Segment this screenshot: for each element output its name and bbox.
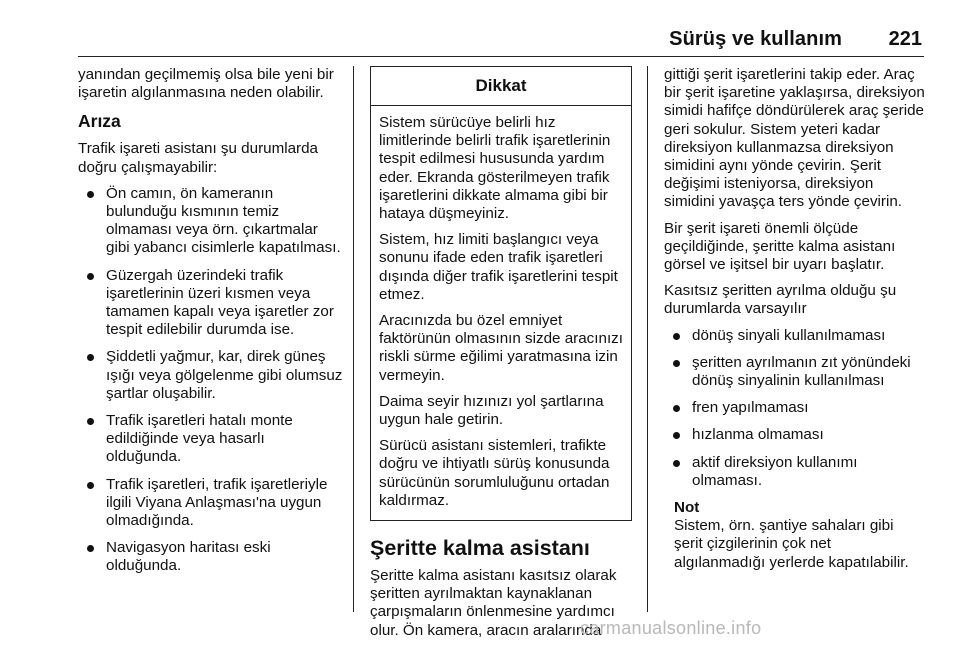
body-paragraph: gittiği şerit işaretlerini takip eder. Araç bir şerit işaretine yaklaşırsa, direksiyon simidi hafifçe döndürülerek araç şeride geri sokulur. Sistem yeteri kadar direksiyon kullanmazsa direksiyon simidini aynı yönde çevirin. Şerit değişimi isteniyorsa, direksiyon simidini yavaşça ters yönde çevirin. [664,66,925,211]
intro-paragraph: yanından geçilmemiş olsa bile yeni bir işaretin algılanmasına neden olabilir. [78,66,334,102]
warning-paragraph: Sürücü asistanı sistemleri, trafikte doğru ve ihtiyatlı sürüş konusunda sürücünün sorumluluğunu ortadan kaldırmaz. [379,437,610,509]
body-paragraph: Bir şerit işareti önemli ölçüde geçildiğinde, şeritte kalma asistanı görsel ve işitsel bir uyarı başlatır. [664,219,896,274]
bullet-icon [673,460,680,467]
page-title: Sürüş ve kullanım [669,28,842,50]
bullet-icon [673,333,680,340]
warning-paragraph: Sistem sürücüye belirli hız limitlerinde belirli trafik işaretlerinin tespit edilmesi hususunda yardım eder. Ekranda gösterilmeyen trafik işaretlerini dikkate almama gibi bir hataya düşmeyiniz. [379,114,611,223]
list-item: Güzergah üzerindeki trafik işaretlerinin üzeri kısmen veya tamamen kapalı veya işaretler zor tespit edilebilir durumda ise. [78,267,344,340]
watermark: carmanualsonline.info [580,618,762,638]
fault-list [78,185,344,576]
header-divider [78,56,924,57]
fault-lead: Trafik işareti asistanı şu durumlarda doğru çalışmayabilir: [78,140,318,176]
column-left [78,66,344,585]
bullet-icon [87,418,94,425]
warning-paragraph: Daima seyir hızınızı yol şartlarına uygun hale getirin. [379,392,604,429]
warning-title: Dikkat [371,67,631,106]
list-item: şeritten ayrılmanın zıt yönündeki dönüş sinyalinin kullanılması [664,354,926,390]
page-number: 221 [888,28,922,50]
warning-body [371,106,631,520]
fault-heading: Arıza [78,111,121,132]
list-item: Trafik işaretleri hatalı monte edildiğinde veya hasarlı olduğunda. [78,412,344,467]
bullet-icon [87,273,94,280]
body-paragraph: Kasıtsız şeritten ayrılma olduğu şu durumlarda varsayılır [664,282,897,318]
column-middle [370,66,632,648]
list-item: aktif direksiyon kullanımı olmaması. [664,454,926,490]
list-item: Trafik işaretleri, trafik işaretleriyle ilgili Viyana Anlaşması'na uygun olmadığında. [78,476,344,531]
list-item: Ön camın, ön kameranın bulunduğu kısmının temiz olmaması veya örn. çıkartmalar gibi yabancı cisimlerle kapatılması. [78,185,344,258]
bullet-icon [87,354,94,361]
list-item: Navigasyon haritası eski olduğunda. [78,539,344,575]
condition-list [664,327,926,490]
column-divider-right [647,66,648,612]
note-label: Not [674,499,700,517]
section-heading: Şeritte kalma asistanı [370,536,590,561]
list-item: hızlanma olmaması [664,426,926,444]
bullet-icon [673,360,680,367]
column-right [664,66,926,572]
list-item: Şiddetli yağmur, kar, direk güneş ışığı veya gölgelenme gibi olumsuz şartlar oluşabilir. [78,348,344,403]
bullet-icon [87,482,94,489]
warning-box [370,66,632,521]
list-item: fren yapılmaması [664,399,926,417]
bullet-icon [673,432,680,439]
warning-paragraph: Aracınızda bu özel emniyet faktörünün olmasının sizde aracınızı riskli sürme eğilimi yaratmasına izin vermeyin. [379,312,623,384]
bullet-icon [87,191,94,198]
warning-paragraph: Sistem, hız limiti başlangıcı veya sonunu ifade eden trafik işaretleri dışında diğer trafik işaretlerini tespit etmez. [379,231,618,303]
page-header [0,0,960,58]
bullet-icon [87,545,94,552]
bullet-icon [673,405,680,412]
column-divider-left [353,66,354,612]
note-text: Sistem, örn. şantiye sahaları gibi şerit çizgilerinin çok net algılanmadığı yerlerde kapatılabilir. [674,517,909,571]
section-paragraph: Şeritte kalma asistanı kasıtsız olarak şeritten ayrılmaktan kaynaklanan çarpışmaların önlenmesine yardımcı olur. Ön kamera, aracın aralarında [370,567,617,639]
list-item: dönüş sinyali kullanılmaması [664,327,926,345]
